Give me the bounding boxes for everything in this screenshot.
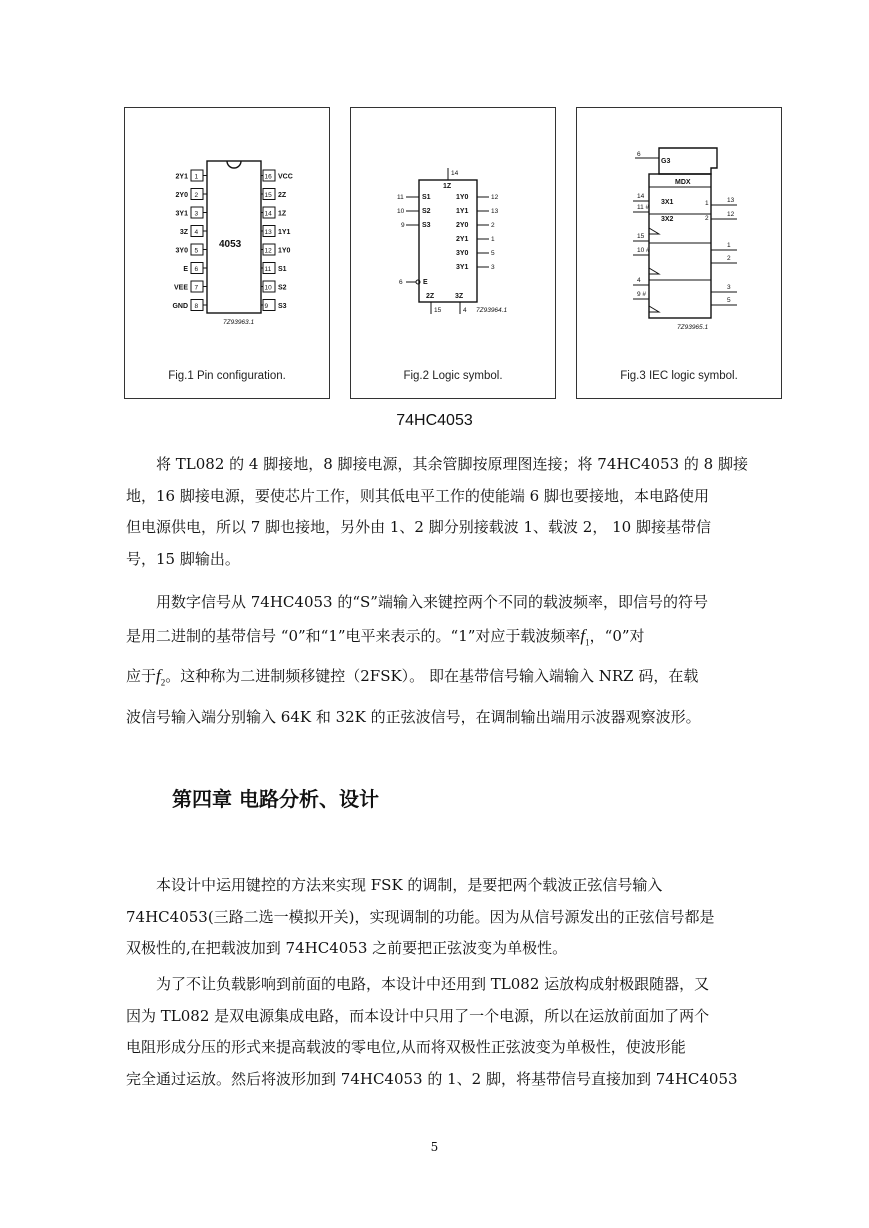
svg-text:2Y0: 2Y0 <box>456 222 469 229</box>
svg-text:1: 1 <box>705 200 709 207</box>
paragraph-design <box>126 870 786 965</box>
paragraph-2fsk <box>126 585 786 734</box>
svg-text:S2: S2 <box>422 208 431 215</box>
text-line: 因为 TL082 是双电源集成电路，而本设计中只用了一个电源，所以在运放前面加了两个 <box>126 1006 710 1025</box>
svg-text:3X1: 3X1 <box>661 199 674 206</box>
pin-number: 4 <box>194 229 199 236</box>
pin-number: 8 <box>194 303 199 310</box>
figure-caption: Fig.2 Logic symbol. <box>403 370 503 382</box>
pin-number: 15 <box>264 192 272 199</box>
pin-number: 14 <box>264 210 272 218</box>
text-line: 电阻形成分压的形式来提高载波的零电位,从而将双极性正弦波变为单极性，使波形能 <box>126 1038 686 1056</box>
pin-name: S1 <box>278 266 287 273</box>
pin-number: 11 <box>264 266 272 273</box>
svg-text:G3: G3 <box>661 158 671 165</box>
svg-text:S1: S1 <box>422 194 431 201</box>
f2-symbol: $f_2$ <box>156 666 166 688</box>
svg-text:3X2: 3X2 <box>661 216 674 223</box>
svg-text:2: 2 <box>705 215 709 222</box>
chip-label: 4053 <box>219 239 242 250</box>
svg-text:2: 2 <box>491 222 495 229</box>
svg-text:6: 6 <box>637 151 641 158</box>
svg-text:14: 14 <box>451 170 459 177</box>
text-line: 波信号输入端分别输入 64K 和 32K 的正弦波信号，在调制输出端用示波器观察波形。 <box>126 707 701 726</box>
pin-number: 3 <box>194 210 199 218</box>
text-line: 但电源供电，所以 7 脚也接地，另外由 1、2 脚分别接载波 1、载波 2， 10 脚接基带信 <box>126 518 711 536</box>
paragraph-wiring <box>126 449 786 575</box>
pin-name: 3Y0 <box>175 247 188 255</box>
svg-text:6: 6 <box>399 279 403 286</box>
figure-pin-configuration <box>124 107 330 399</box>
pin-number: 12 <box>264 247 272 255</box>
svg-text:15: 15 <box>637 233 645 240</box>
pin-number: 9 <box>264 303 269 310</box>
svg-text:MDX: MDX <box>675 179 691 186</box>
svg-text:5: 5 <box>491 250 495 257</box>
text-line: 地，16 脚接电源，要使芯片工作，则其低电平工作的使能端 6 脚也要接地，本电路使用 <box>126 486 709 505</box>
pin-name: E <box>183 266 188 273</box>
svg-text:1Z: 1Z <box>443 183 452 190</box>
svg-text:2: 2 <box>727 255 731 262</box>
pin-number: 16 <box>264 173 272 181</box>
pin-number: 1 <box>194 173 199 181</box>
figure-logic-symbol <box>350 107 556 399</box>
svg-text:5: 5 <box>727 297 731 304</box>
pin-number: 13 <box>264 229 272 236</box>
svg-text:4: 4 <box>637 277 641 284</box>
svg-text:12: 12 <box>491 194 499 201</box>
svg-text:13: 13 <box>727 197 735 204</box>
pin-name: 2Y0 <box>175 192 188 199</box>
pin-name: 3Y1 <box>175 210 188 218</box>
svg-text:14: 14 <box>637 193 645 200</box>
svg-text:13: 13 <box>491 208 499 215</box>
svg-text:1: 1 <box>727 242 731 249</box>
pin-number: 2 <box>194 192 199 199</box>
pin-configuration-diagram <box>125 108 331 400</box>
pin-name: 2Z <box>278 192 287 199</box>
page-number: 5 <box>430 1140 439 1154</box>
pin-name: GND <box>172 303 188 310</box>
pin-name: S2 <box>278 284 287 292</box>
chapter-heading: 第四章 电路分析、设计 <box>172 787 379 811</box>
svg-text:3Y0: 3Y0 <box>456 250 469 257</box>
svg-text:1: 1 <box>491 236 495 243</box>
svg-text:12: 12 <box>727 211 735 218</box>
svg-text:3Y1: 3Y1 <box>456 264 469 271</box>
pin-name: 2Y1 <box>175 173 188 181</box>
figure-iec-logic-symbol <box>576 107 782 399</box>
svg-text:10: 10 <box>397 208 405 215</box>
svg-text:2Z: 2Z <box>426 293 435 300</box>
svg-text:4: 4 <box>463 307 467 314</box>
figure-title: 74HC4053 <box>396 412 473 429</box>
iec-logic-symbol-diagram <box>577 108 783 400</box>
svg-text:S3: S3 <box>422 222 431 229</box>
pin-name: 1Z <box>278 210 287 218</box>
pin-number: 6 <box>194 266 199 273</box>
text-line: 74HC4053(三路二选一模拟开关)，实现调制的功能。因为从信号源发出的正弦信号都是 <box>126 907 715 926</box>
svg-text:9: 9 <box>401 222 405 229</box>
svg-text:E: E <box>423 279 428 286</box>
f1-symbol: $f_1$ <box>580 626 590 648</box>
svg-text:10 #: 10 # <box>637 247 650 254</box>
svg-text:15: 15 <box>434 307 442 314</box>
text-line: 号，15 脚输出。 <box>126 549 240 568</box>
pin-number: 5 <box>194 247 199 255</box>
pin-name: 1Y0 <box>278 247 291 255</box>
figure-caption: Fig.3 IEC logic symbol. <box>620 370 738 382</box>
svg-text:1Y1: 1Y1 <box>456 208 469 215</box>
logic-symbol-diagram <box>351 108 557 400</box>
svg-text:3: 3 <box>491 264 495 271</box>
text-line: 用数字信号从 74HC4053 的“S”端输入来键控两个不同的载波频率，即信号的符号 <box>156 593 708 611</box>
pin-number: 7 <box>194 284 199 292</box>
figure-code: 7Z93963.1 <box>223 319 255 326</box>
pin-name: 3Z <box>179 229 188 236</box>
svg-text:3: 3 <box>727 284 731 291</box>
svg-text:1Y0: 1Y0 <box>456 194 469 201</box>
figure-code: 7Z93965.1 <box>677 324 709 331</box>
text-line: 双极性的,在把载波加到 74HC4053 之前要把正弦波变为单极性。 <box>126 939 568 957</box>
pin-name: 1Y1 <box>278 229 291 236</box>
svg-text:11: 11 <box>397 194 404 201</box>
pin-name: S3 <box>278 303 287 310</box>
text-line: 完全通过运放。然后将波形加到 74HC4053 的 1、2 脚，将基带信号直接加到 74HC4053 <box>126 1069 738 1088</box>
paragraph-follower <box>126 969 786 1095</box>
text-line: 将 TL082 的 4 脚接地，8 脚接电源，其余管脚按原理图连接；将 74HC4053 的 8 脚接 <box>156 455 748 473</box>
text-line: 应于$f_2$。这种称为二进制频移键控（2FSK）。 即在基带信号输入端输入 NRZ 码，在载 <box>126 666 699 688</box>
text-line: 本设计中运用键控的方法来实现 FSK 的调制，是要把两个载波正弦信号输入 <box>156 876 663 894</box>
svg-text:2Y1: 2Y1 <box>456 236 469 243</box>
figure-code: 7Z93964.1 <box>476 307 508 314</box>
figure-caption: Fig.1 Pin configuration. <box>168 370 286 382</box>
svg-text:9 #: 9 # <box>637 291 647 298</box>
text-line: 是用二进制的基带信号 “0”和“1”电平来表示的。“1”对应于载波频率$f_1$，“0”对 <box>126 626 645 648</box>
svg-text:11 #: 11 # <box>637 204 650 211</box>
pin-name: VEE <box>173 284 188 292</box>
text-line: 为了不让负载影响到前面的电路，本设计中还用到 TL082 运放构成射极跟随器，又 <box>156 975 710 993</box>
pin-number: 10 <box>264 284 272 292</box>
pin-name: VCC <box>278 173 293 181</box>
svg-text:3Z: 3Z <box>455 293 464 300</box>
